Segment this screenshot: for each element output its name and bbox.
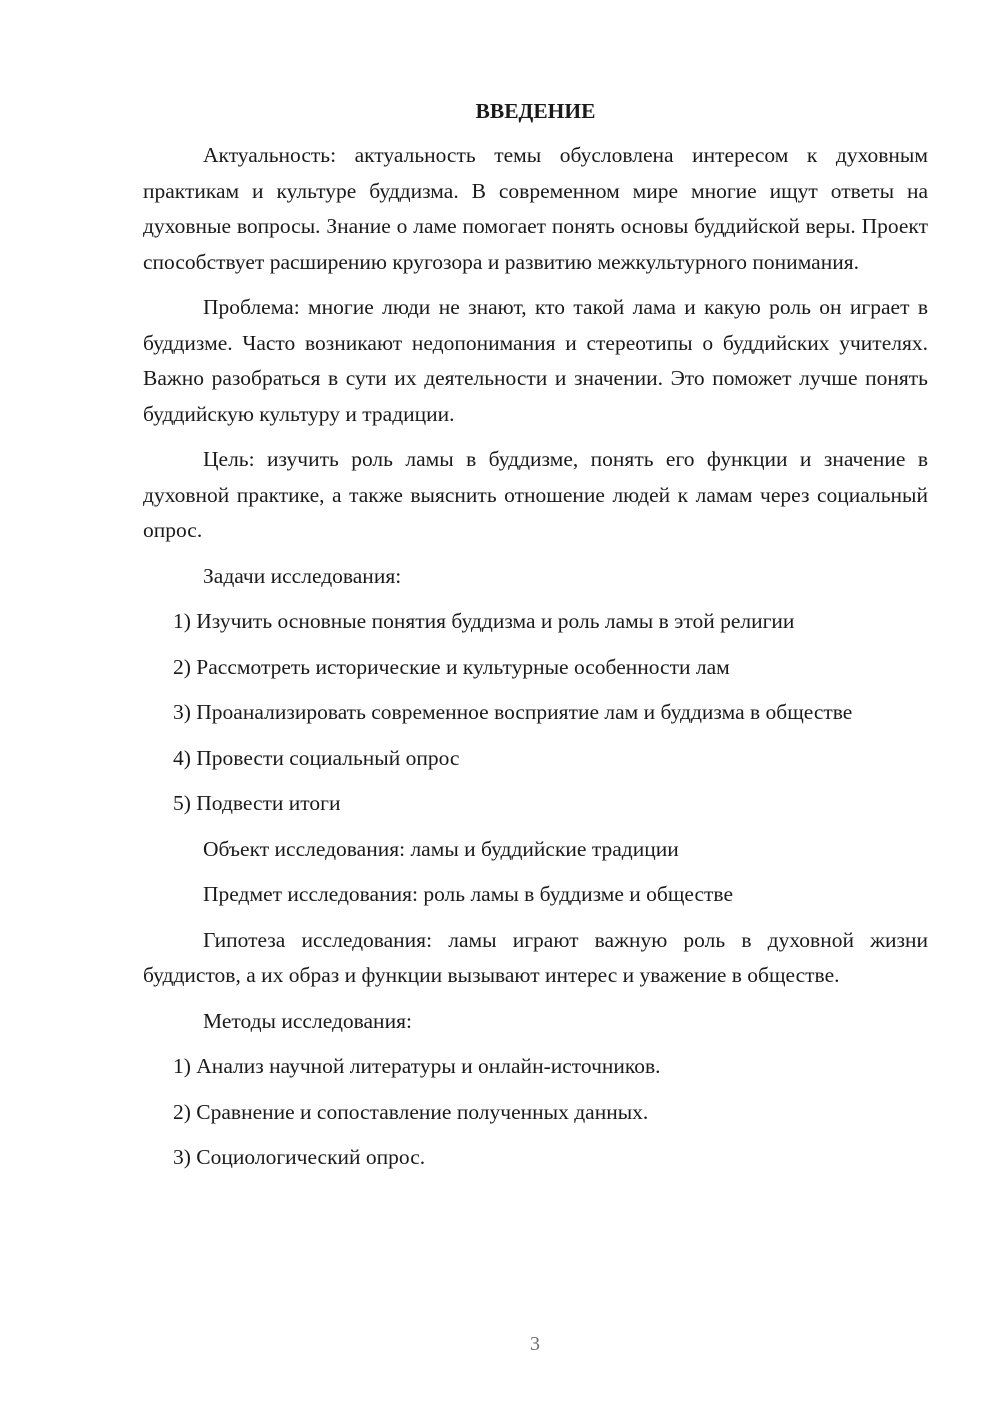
methods-list: [143, 1049, 928, 1176]
list-item: 1) Анализ научной литературы и онлайн-источников.: [173, 1054, 661, 1078]
page-content: [143, 96, 928, 1186]
list-item: 2) Сравнение и сопоставление полученных данных.: [173, 1099, 649, 1124]
list-item: 3) Социологический опрос.: [173, 1145, 426, 1169]
list-item: 4) Провести социальный опрос: [173, 745, 460, 770]
page-title: ВВЕДЕНИЕ: [475, 99, 596, 123]
methods-heading: Методы исследования:: [203, 1008, 412, 1033]
tasks-list: [143, 604, 928, 822]
tasks-heading: Задачи исследования:: [203, 563, 402, 588]
hypothesis-paragraph: Гипотеза исследования: ламы играют важную роль в духовной жизни буддистов, а их образ и функции вызывают интерес и уважение в обществе.: [143, 927, 928, 987]
list-item: 2) Рассмотреть исторические и культурные особенности лам: [173, 654, 730, 679]
page-number: 3: [530, 1333, 540, 1355]
list-item: 3) Проанализировать современное восприятие лам и буддизма в обществе: [173, 700, 853, 724]
problem-paragraph: Проблема: многие люди не знают, кто такой лама и какую роль он играет в буддизме. Часто возникают недопонимания и стереотипы о буддийских учителях. Важно разобраться в сути их деятельности и значении. Это поможет лучше понять буддийскую культуру и традиции.: [143, 295, 928, 426]
list-item: 5) Подвести итоги: [173, 791, 341, 815]
object-paragraph: Объект исследования: ламы и буддийские традиции: [203, 836, 679, 861]
list-item: 1) Изучить основные понятия буддизма и роль ламы в этой религии: [173, 609, 795, 633]
goal-paragraph: Цель: изучить роль ламы в буддизме, понять его функции и значение в духовной практике, а также выяснить отношение людей к ламам через социальный опрос.: [143, 447, 928, 542]
subject-paragraph: Предмет исследования: роль ламы в буддизме и обществе: [203, 882, 733, 906]
relevance-paragraph: Актуальность: актуальность темы обусловлена интересом к духовным практикам и культуре буддизма. В современном мире многие ищут ответы на духовные вопросы. Знание о ламе помогает понять основы буддийской веры. Проект способствует расширению кругозора и развитию межкультурного понимания.: [143, 143, 928, 274]
